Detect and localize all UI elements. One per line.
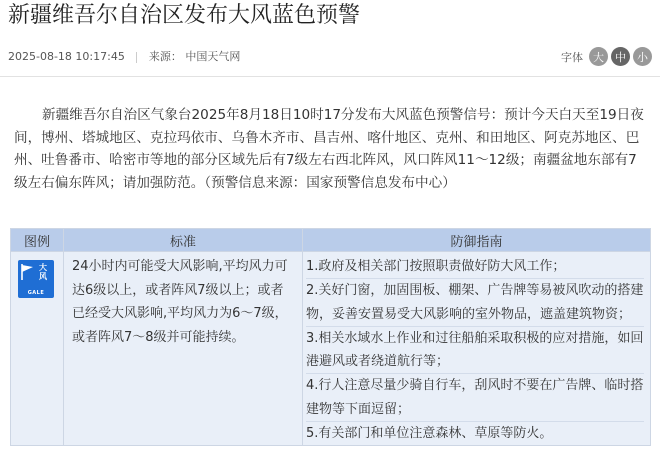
header-icon: 图例 <box>11 229 64 252</box>
badge-text-top: 大 <box>39 263 47 272</box>
guide-item: 4.行人注意尽量少骑自行车，刮风时不要在广告牌、临时搭建物等下面逗留； <box>306 374 644 422</box>
article-body: 新疆维吾尔自治区气象台2025年8月18日10时17分发布大风蓝色预警信号：预计今天白天至19日夜间，博州、塔城地区、克拉玛依市、乌鲁木齐市、昌吉州、喀什地区、克州、和田地区、阿克苏地区、巴州、吐鲁番市、哈密市等地的部分区域先后有7级左右西北阵风，风口阵风11～12级；南疆盆地东部有7级左右偏东阵风；请加强防范。（预警信息来源：国家预警信息发布中心） <box>14 107 644 191</box>
cell-standard: 24小时内可能受大风影响,平均风力可达6级以上，或者阵风7级以上；或者已经受大风影响,平均风力为6～7级，或者阵风7～8级并可能持续。 <box>64 252 303 446</box>
gale-blue-warning-icon <box>18 260 54 298</box>
page-title: 新疆维吾尔自治区发布大风蓝色预警 <box>8 3 361 28</box>
badge-english: GALE <box>27 290 45 296</box>
guide-item: 1.政府及相关部门按照职责做好防大风工作； <box>306 255 644 279</box>
guide-item: 2.关好门窗，加固围板、棚架、广告牌等易被风吹动的搭建物，妥善安置易受大风影响的室外物品，遮盖建筑物资； <box>306 279 644 327</box>
header-standard: 标准 <box>64 229 303 252</box>
guide-item: 3.相关水域水上作业和过往船舶采取积极的应对措施，如回港避风或者绕道航行等； <box>306 327 644 375</box>
font-size-label: 字体 <box>561 50 583 64</box>
source-label: 来源： <box>148 50 182 63</box>
badge-text <box>34 263 52 281</box>
cell-icon <box>11 252 64 446</box>
article-meta <box>8 50 240 64</box>
font-size-small-button[interactable]: 小 <box>633 47 652 66</box>
badge-text-bottom: 风 <box>39 272 47 281</box>
guide-item: 5.有关部门和单位注意森林、草原等防火。 <box>306 426 553 442</box>
font-size-switcher <box>561 47 652 66</box>
font-size-large-button[interactable]: 大 <box>589 47 608 66</box>
publish-datetime: 2025-08-18 10:17:45 <box>8 50 125 63</box>
font-size-medium-button[interactable]: 中 <box>611 47 630 66</box>
cell-guide <box>303 252 651 446</box>
meta-divider <box>136 52 137 63</box>
table-row <box>11 252 651 446</box>
table-header-row <box>11 229 651 252</box>
header-divider <box>0 76 660 77</box>
source-name: 中国天气网 <box>185 50 241 63</box>
warning-table <box>10 228 651 446</box>
header-guide: 防御指南 <box>303 229 651 252</box>
wind-flag-icon <box>20 263 34 281</box>
